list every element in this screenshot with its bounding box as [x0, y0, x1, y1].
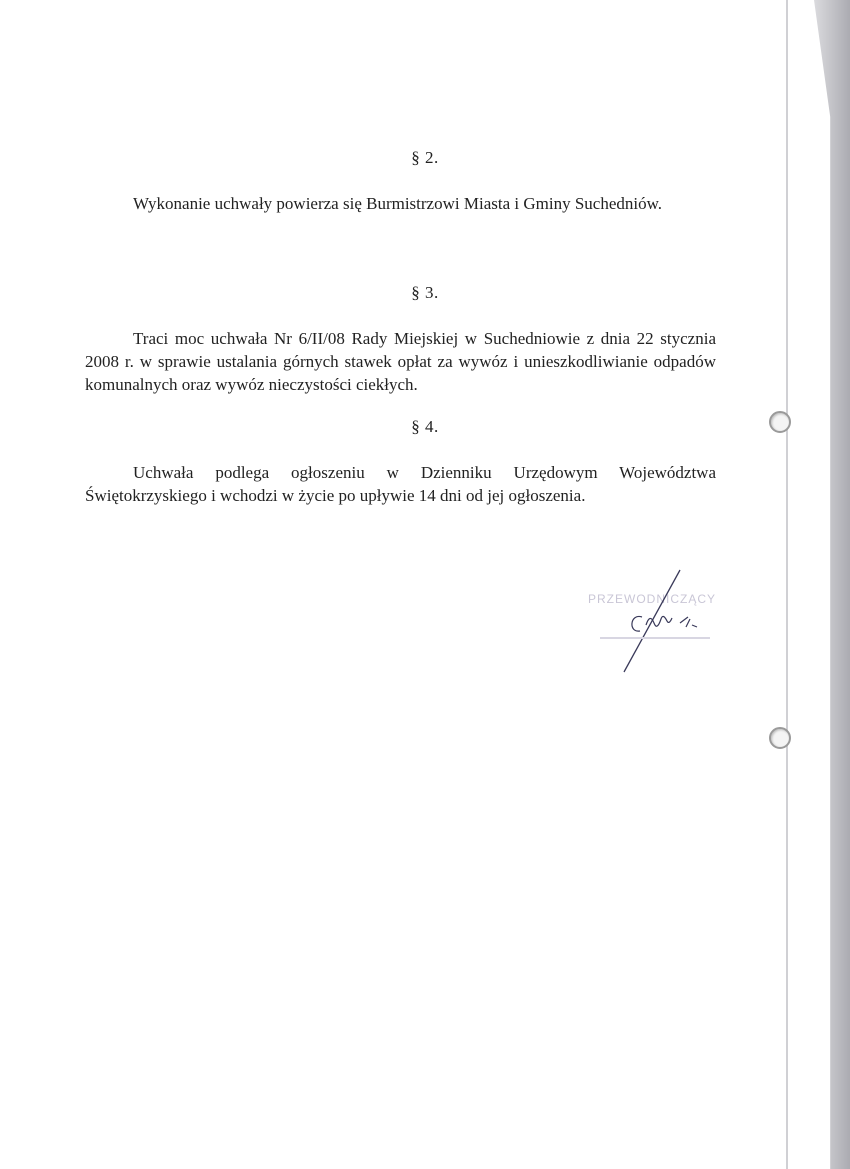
section-2-paragraph — [85, 192, 716, 215]
section-2-text: Wykonanie uchwały powierza się Burmistrzowi Miasta i Gminy Suchedniów. — [133, 194, 663, 213]
section-4-mark: § 4. — [411, 417, 439, 436]
section-4-text: Uchwała podlega ogłoszeniu w Dzienniku Urzędowym Województwa Świętokrzyskiego i wchodzi w życie po upływie 14 dni od jej ogłoszenia. — [85, 463, 716, 505]
section-3-text: Traci moc uchwała Nr 6/II/08 Rady Miejskiej w Suchedniowie z dnia 22 stycznia 2008 r. w sprawie ustalania górnych stawek opłat za wywóz i unieszkodliwianie odpadów komunalnych oraz wywóz nieczystości ciekłych. — [85, 329, 716, 394]
signature — [600, 565, 730, 680]
stamp-title: PRZEWODNICZĄCY — [588, 592, 716, 606]
punch-hole-upper — [769, 411, 791, 433]
page-edge-shadow — [760, 0, 850, 1169]
punch-hole-lower — [769, 727, 791, 749]
page-edge-line — [786, 0, 788, 1169]
stamp-underline — [600, 637, 710, 639]
section-2-mark: § 2. — [411, 148, 439, 167]
section-3-paragraph — [85, 327, 716, 396]
section-3-mark: § 3. — [411, 283, 439, 302]
section-4-paragraph — [85, 461, 716, 507]
